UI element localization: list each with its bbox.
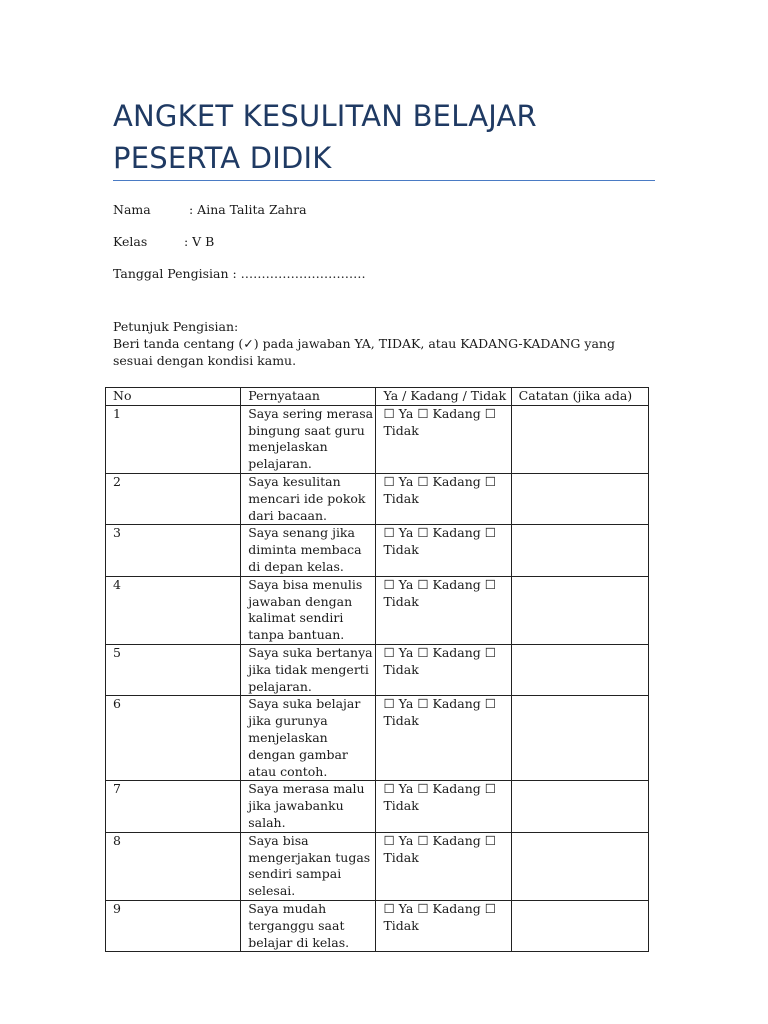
row-statement: Saya senang jika diminta membaca di depan kelas. <box>241 525 376 576</box>
row-note[interactable] <box>511 473 648 524</box>
row-statement: Saya bisa mengerjakan tugas sendiri sampai selesai. <box>241 832 376 900</box>
row-number: 1 <box>106 405 241 473</box>
row-note[interactable] <box>511 525 648 576</box>
field-tanggal <box>113 266 366 282</box>
row-statement: Saya kesulitan mencari ide pokok dari bacaan. <box>241 473 376 524</box>
options-checkboxes[interactable]: ☐ Ya ☐ Kadang ☐ <box>383 696 496 712</box>
table-row <box>106 525 649 576</box>
option-tidak-label: Tidak <box>383 849 419 865</box>
options-checkboxes[interactable]: ☐ Ya ☐ Kadang ☐ <box>383 781 496 797</box>
questionnaire-table <box>105 387 649 952</box>
nama-label: Nama <box>113 202 151 217</box>
instructions <box>113 318 633 369</box>
field-nama <box>113 202 307 218</box>
options-checkboxes[interactable]: ☐ Ya ☐ Kadang ☐ <box>383 405 496 421</box>
row-number: 4 <box>106 576 241 644</box>
row-note[interactable] <box>511 832 648 900</box>
row-number: 3 <box>106 525 241 576</box>
row-number: 7 <box>106 781 241 832</box>
row-statement: Saya merasa malu jika jawabanku salah. <box>241 781 376 832</box>
title-underline <box>113 180 655 181</box>
kelas-value: : V B <box>184 234 215 249</box>
option-tidak-label: Tidak <box>383 422 419 438</box>
kelas-label: Kelas <box>113 234 148 249</box>
header-notes: Catatan (jika ada) <box>511 388 648 406</box>
row-options[interactable] <box>376 405 511 473</box>
table-row <box>106 696 649 781</box>
option-tidak-label: Tidak <box>383 917 419 933</box>
option-tidak-label: Tidak <box>383 713 419 729</box>
row-options[interactable] <box>376 525 511 576</box>
row-statement: Saya mudah terganggu saat belajar di kelas. <box>241 900 376 951</box>
table-row <box>106 832 649 900</box>
table-row <box>106 781 649 832</box>
row-note[interactable] <box>511 405 648 473</box>
row-note[interactable] <box>511 576 648 644</box>
field-kelas <box>113 234 214 250</box>
row-statement: Saya suka belajar jika gurunya menjelaskan dengan gambar atau contoh. <box>241 696 376 781</box>
header-options: Ya / Kadang / Tidak <box>376 388 511 406</box>
table-header-row <box>106 388 649 406</box>
row-number: 9 <box>106 900 241 951</box>
row-options[interactable] <box>376 900 511 951</box>
row-options[interactable] <box>376 576 511 644</box>
row-statement: Saya bisa menulis jawaban dengan kalimat sendiri tanpa bantuan. <box>241 576 376 644</box>
row-statement: Saya suka bertanya jika tidak mengerti pelajaran. <box>241 644 376 695</box>
table-row <box>106 576 649 644</box>
row-number: 8 <box>106 832 241 900</box>
instructions-text: Beri tanda centang (✓) pada jawaban YA, TIDAK, atau KADANG-KADANG yang sesuai dengan kondisi kamu. <box>113 336 615 368</box>
options-checkboxes[interactable]: ☐ Ya ☐ Kadang ☐ <box>383 525 496 541</box>
row-note[interactable] <box>511 900 648 951</box>
tanggal-label: Tanggal Pengisian : <box>113 266 237 281</box>
option-tidak-label: Tidak <box>383 661 419 677</box>
row-statement: Saya sering merasa bingung saat guru menjelaskan pelajaran. <box>241 405 376 473</box>
options-checkboxes[interactable]: ☐ Ya ☐ Kadang ☐ <box>383 644 496 660</box>
table-row <box>106 473 649 524</box>
row-note[interactable] <box>511 644 648 695</box>
row-number: 6 <box>106 696 241 781</box>
table-row <box>106 900 649 951</box>
option-tidak-label: Tidak <box>383 593 419 609</box>
document-title: ANGKET KESULITAN BELAJAR PESERTA DIDIK <box>113 99 537 175</box>
row-options[interactable] <box>376 473 511 524</box>
row-number: 5 <box>106 644 241 695</box>
options-checkboxes[interactable]: ☐ Ya ☐ Kadang ☐ <box>383 576 496 592</box>
table-body <box>106 405 649 952</box>
row-note[interactable] <box>511 696 648 781</box>
row-options[interactable] <box>376 832 511 900</box>
row-options[interactable] <box>376 644 511 695</box>
option-tidak-label: Tidak <box>383 490 419 506</box>
nama-value: : Aina Talita Zahra <box>189 202 307 217</box>
table-row <box>106 405 649 473</box>
row-note[interactable] <box>511 781 648 832</box>
header-no: No <box>106 388 241 406</box>
row-options[interactable] <box>376 696 511 781</box>
row-options[interactable] <box>376 781 511 832</box>
table-row <box>106 644 649 695</box>
option-tidak-label: Tidak <box>383 798 419 814</box>
instructions-heading: Petunjuk Pengisian: <box>113 319 239 334</box>
options-checkboxes[interactable]: ☐ Ya ☐ Kadang ☐ <box>383 832 496 848</box>
options-checkboxes[interactable]: ☐ Ya ☐ Kadang ☐ <box>383 900 496 916</box>
options-checkboxes[interactable]: ☐ Ya ☐ Kadang ☐ <box>383 473 496 489</box>
header-statement: Pernyataan <box>241 388 376 406</box>
option-tidak-label: Tidak <box>383 542 419 558</box>
tanggal-value: ………………………… <box>236 266 366 281</box>
row-number: 2 <box>106 473 241 524</box>
